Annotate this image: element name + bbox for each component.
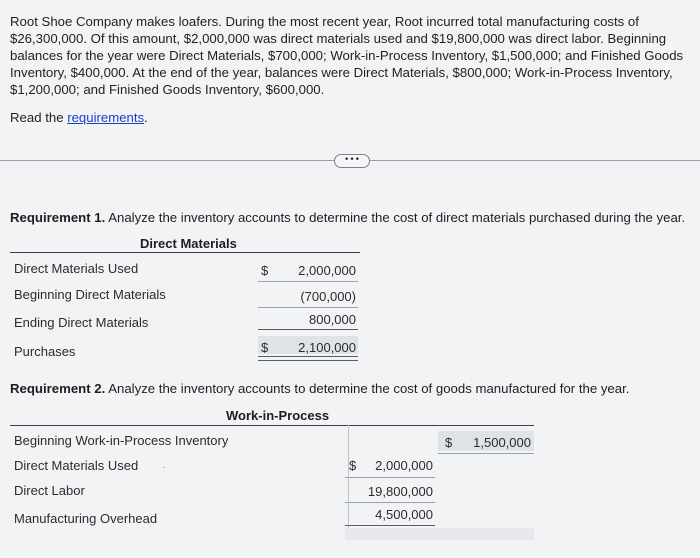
wip-row-currency: $ (349, 458, 357, 473)
requirement-2-label: Requirement 2. (10, 381, 106, 396)
t-account-divider (348, 425, 349, 531)
wip-row-input-line (345, 477, 435, 478)
wip-row-value[interactable]: 2,000,000 (375, 458, 433, 473)
dm-total-double-rule (258, 356, 358, 361)
dm-row-value[interactable]: 2,100,000 (298, 340, 356, 355)
expand-button[interactable]: ••• (334, 154, 370, 168)
dm-row-input-line (258, 281, 358, 282)
wip-row-input-line (438, 453, 534, 454)
dm-row-label: Direct Materials Used (14, 261, 139, 276)
dm-row-label: Beginning Direct Materials (14, 287, 166, 302)
requirement-2-text: Analyze the inventory accounts to determine the cost of goods manufactured for the year. (105, 381, 630, 396)
dm-subtotal-rule (258, 329, 358, 330)
wip-row-label: Direct Materials Used (14, 458, 139, 473)
dm-row-value[interactable]: 800,000 (309, 312, 356, 327)
read-requirements (10, 110, 148, 125)
row-marker-dot: · (162, 462, 166, 473)
dm-row-currency: $ (261, 263, 269, 278)
dm-row-input-line (258, 307, 358, 308)
dm-row-label: Ending Direct Materials (14, 315, 149, 330)
requirement-1-heading (10, 210, 685, 225)
requirement-1-label: Requirement 1. (10, 210, 106, 225)
wip-next-row-shade (345, 528, 534, 540)
dm-row-value[interactable]: 2,000,000 (298, 263, 356, 278)
wip-row-label: Manufacturing Overhead (14, 511, 158, 526)
wip-row-value[interactable]: 1,500,000 (473, 435, 531, 450)
read-prefix: Read the (10, 110, 68, 125)
dm-row-value[interactable]: (700,000) (300, 289, 356, 304)
wip-row-label: Beginning Work-in-Process Inventory (14, 433, 229, 448)
requirement-1-text: Analyze the inventory accounts to determine the cost of direct materials purchased during the year. (105, 210, 686, 225)
wip-row-value[interactable]: 4,500,000 (375, 507, 433, 522)
wip-row-label: Direct Labor (14, 483, 85, 498)
wip-row-input-line (345, 502, 435, 503)
direct-materials-header-rule (10, 252, 360, 253)
requirements-link[interactable]: requirements (67, 110, 145, 125)
problem-statement: Root Shoe Company makes loafers. During the most recent year, Root incurred total manufacturing costs of $26,300,000. Of this amount, $2,000,000 was direct materials used and $19,800,000 was direct labor. Beginning balances for the year were Direct Materials, $700,000; Work-in-Process Inventory, $1,500,000; and Finished Goods Inventory, $400,000. At the end of the year, balances were Direct Materials, $800,000; Work-in-Process Inventory, $1,200,000; and Finished Goods Inventory, $600,000. (10, 14, 684, 97)
requirement-2-heading (10, 381, 629, 396)
direct-materials-table-title: Direct Materials (140, 236, 237, 251)
wip-table-title: Work-in-Process (226, 408, 330, 423)
wip-row-value[interactable]: 19,800,000 (367, 484, 433, 499)
wip-subtotal-rule (345, 525, 435, 526)
dm-row-currency: $ (261, 340, 269, 355)
read-suffix: . (144, 110, 148, 125)
wip-row-currency: $ (445, 435, 453, 450)
dm-row-label: Purchases (14, 344, 76, 359)
wip-header-rule (10, 425, 534, 426)
